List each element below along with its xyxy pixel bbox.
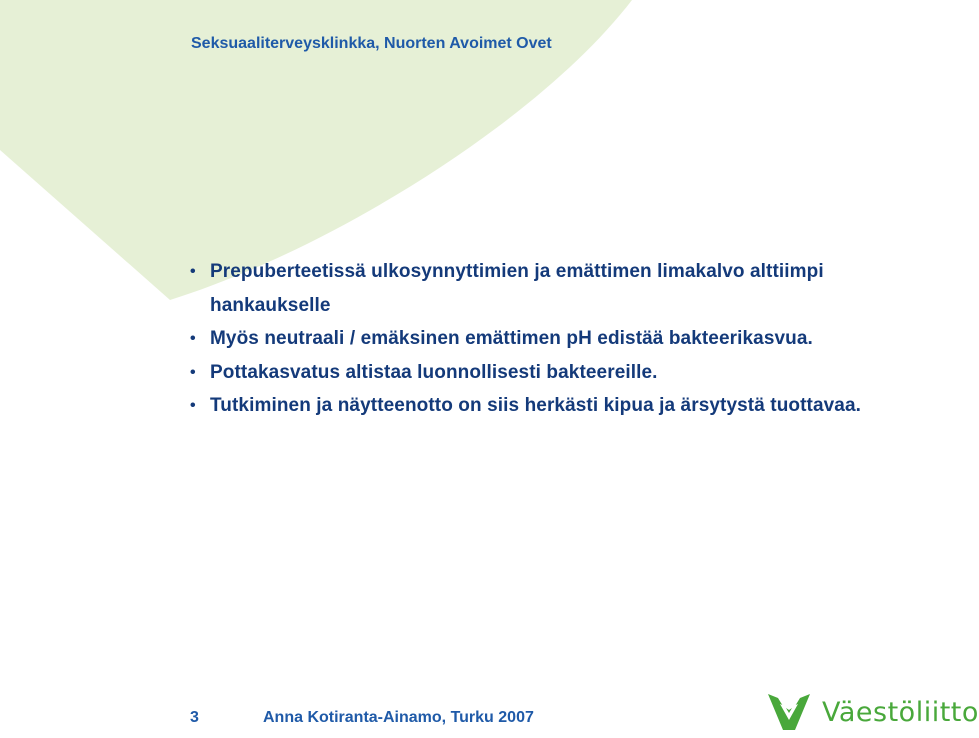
vaestoliitto-logo (766, 690, 979, 734)
bullet-item (190, 389, 930, 423)
bullet-dot-icon: • (190, 263, 196, 280)
bullet-text: Prepuberteetissä ulkosynnyttimien ja emättimen limakalvo alttiimpi hankaukselle (210, 261, 824, 316)
bullet-text: Tutkiminen ja näytteenotto on siis herkästi kipua ja ärsytystä tuottavaa. (210, 395, 862, 416)
bullet-dot-icon: • (190, 330, 196, 347)
bullet-text: Pottakasvatus altistaa luonnollisesti bakteereille. (210, 361, 658, 383)
vaestoliitto-logo-icon (766, 690, 812, 734)
logo-wordmark: Väestöliitto (822, 696, 979, 728)
bullet-list (190, 255, 930, 423)
slide-header: Seksuaaliterveysklinkka, Nuorten Avoimet Ovet (191, 35, 552, 52)
bullet-item (190, 255, 930, 322)
bullet-item (190, 356, 930, 390)
bullet-text: Myös neutraali / emäksinen emättimen pH edistää bakteerikasvua. (210, 328, 813, 349)
bullet-dot-icon: • (190, 397, 196, 414)
footer-author: Anna Kotiranta-Ainamo, Turku 2007 (263, 709, 534, 726)
bullet-item (190, 322, 930, 356)
page-number: 3 (190, 709, 199, 726)
bullet-dot-icon: • (190, 363, 196, 381)
